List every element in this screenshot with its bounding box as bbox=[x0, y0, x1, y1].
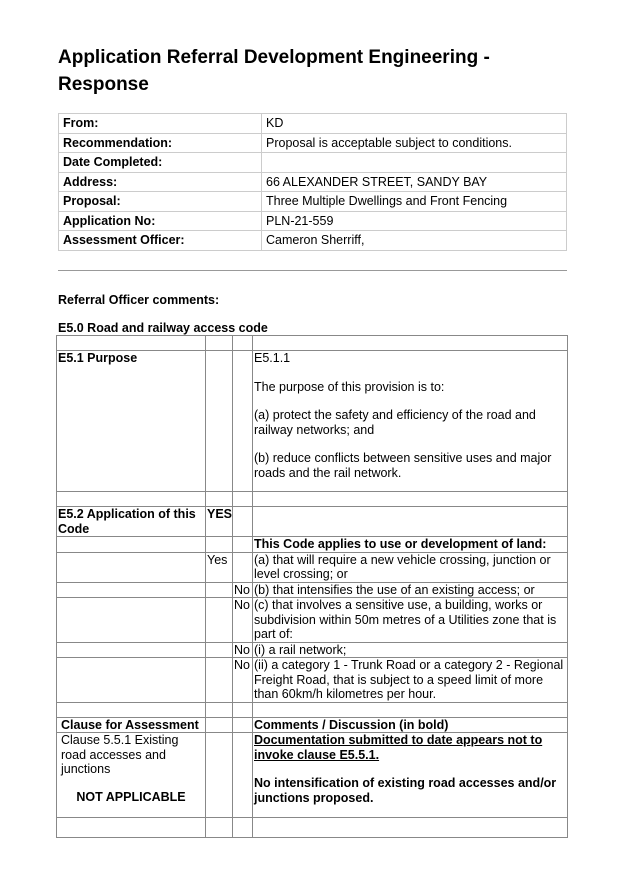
criteria-row bbox=[57, 552, 568, 582]
comment-1: Documentation submitted to date appears not to invoke clause E5.5.1. bbox=[254, 733, 543, 762]
info-label: Recommendation: bbox=[59, 133, 262, 153]
applies-heading: This Code applies to use or development of land: bbox=[253, 537, 568, 553]
criteria-no: No bbox=[233, 642, 253, 658]
status-label: NOT APPLICABLE bbox=[76, 789, 186, 804]
referral-heading: Referral Officer comments: bbox=[58, 293, 220, 307]
purpose-a: (a) protect the safety and efficiency of the road and railway networks; and bbox=[254, 408, 536, 437]
purpose-ref: E5.1.1 bbox=[254, 351, 291, 365]
criteria-yes bbox=[206, 658, 233, 703]
criteria-yes bbox=[206, 642, 233, 658]
criteria-text: (b) that intensifies the use of an existing access; or bbox=[253, 582, 568, 598]
info-label: From: bbox=[59, 114, 262, 134]
comment-2: No intensification of existing road accesses and/or junctions proposed. bbox=[254, 776, 557, 805]
info-row bbox=[59, 153, 567, 173]
spacer-row bbox=[57, 336, 568, 351]
purpose-text bbox=[253, 351, 568, 492]
application-info-table bbox=[58, 113, 567, 251]
criteria-no bbox=[233, 552, 253, 582]
criteria-yes: Yes bbox=[206, 552, 233, 582]
applies-row bbox=[57, 537, 568, 553]
criteria-row bbox=[57, 582, 568, 598]
criteria-text: (a) that will require a new vehicle crossing, junction or level crossing; or bbox=[253, 552, 568, 582]
spacer-row bbox=[57, 492, 568, 507]
spacer-row bbox=[57, 702, 568, 717]
info-value: 66 ALEXANDER STREET, SANDY BAY bbox=[262, 172, 567, 192]
info-row bbox=[59, 172, 567, 192]
page-title: Application Referral Development Engineering - Response bbox=[58, 47, 490, 95]
criteria-text: (i) a rail network; bbox=[253, 642, 568, 658]
info-label: Date Completed: bbox=[59, 153, 262, 173]
application-row bbox=[57, 507, 568, 537]
info-value: PLN-21-559 bbox=[262, 211, 567, 231]
info-row bbox=[59, 192, 567, 212]
info-value bbox=[262, 153, 567, 173]
criteria-text: (c) that involves a sensitive use, a building, works or subdivision within 50m metres of a Utilities zone that is part of: bbox=[253, 598, 568, 643]
application-label: E5.2 Application of this Code bbox=[57, 507, 206, 537]
info-label: Address: bbox=[59, 172, 262, 192]
code-heading: E5.0 Road and railway access code bbox=[58, 321, 268, 335]
divider bbox=[58, 270, 567, 271]
criteria-no: No bbox=[233, 598, 253, 643]
criteria-row bbox=[57, 642, 568, 658]
info-label: Proposal: bbox=[59, 192, 262, 212]
clause-header: Clause for Assessment bbox=[57, 717, 206, 733]
info-row bbox=[59, 231, 567, 251]
info-label: Assessment Officer: bbox=[59, 231, 262, 251]
criteria-yes bbox=[206, 582, 233, 598]
purpose-intro: The purpose of this provision is to: bbox=[254, 379, 445, 394]
application-answer: YES bbox=[206, 507, 233, 537]
criteria-row bbox=[57, 598, 568, 643]
info-label: Application No: bbox=[59, 211, 262, 231]
comments-header: Comments / Discussion (in bold) bbox=[253, 717, 568, 733]
criteria-text: (ii) a category 1 - Trunk Road or a category 2 - Regional Freight Road, that is subject to a speed limit of more than 60km/h kilometres per hour. bbox=[253, 658, 568, 703]
info-value: Three Multiple Dwellings and Front Fencing bbox=[262, 192, 567, 212]
purpose-b: (b) reduce conflicts between sensitive uses and major roads and the rail network. bbox=[254, 451, 552, 480]
purpose-label: E5.1 Purpose bbox=[57, 351, 206, 492]
comment-cell bbox=[253, 733, 568, 818]
info-value: KD bbox=[262, 114, 567, 134]
info-row bbox=[59, 211, 567, 231]
criteria-row bbox=[57, 658, 568, 703]
clause-cell bbox=[57, 733, 206, 818]
spacer-row bbox=[57, 818, 568, 838]
assessment-header-row bbox=[57, 717, 568, 733]
info-value: Cameron Sherriff, bbox=[262, 231, 567, 251]
clause-text: Clause 5.5.1 Existing road accesses and junctions bbox=[61, 733, 179, 776]
info-value: Proposal is acceptable subject to conditions. bbox=[262, 133, 567, 153]
criteria-no: No bbox=[233, 582, 253, 598]
criteria-yes bbox=[206, 598, 233, 643]
assessment-row bbox=[57, 733, 568, 818]
purpose-row bbox=[57, 351, 568, 492]
info-row bbox=[59, 133, 567, 153]
code-assessment-table bbox=[56, 335, 568, 838]
info-row bbox=[59, 114, 567, 134]
criteria-no: No bbox=[233, 658, 253, 703]
